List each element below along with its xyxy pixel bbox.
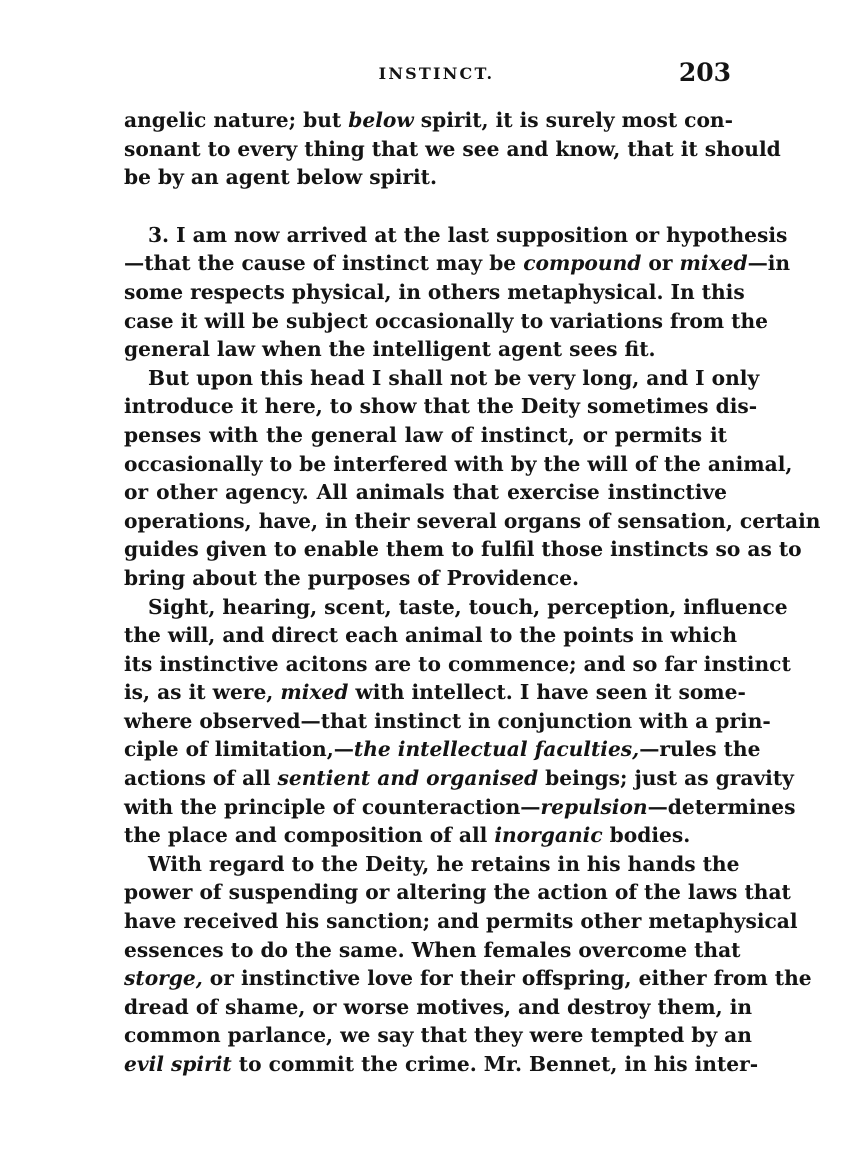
italic-phrase: sentient and organised bbox=[277, 766, 539, 791]
italic-phrase: inorganic bbox=[494, 823, 603, 848]
text-line: case it will be subject occasionally to variations from the bbox=[124, 308, 769, 333]
running-head bbox=[124, 58, 731, 92]
text-line: power of suspending or altering the action of the laws that bbox=[124, 880, 791, 905]
italic-phrase: compound bbox=[523, 251, 642, 276]
text-line: or other agency. All animals that exercise instinctive bbox=[124, 480, 727, 505]
text-line: storge, or instinctive love for their offspring, either from the bbox=[124, 966, 812, 991]
text-line: dread of shame, or worse motives, and destroy them, in bbox=[124, 994, 753, 1019]
italic-phrase: repulsion bbox=[540, 794, 648, 819]
italic-phrase: mixed bbox=[679, 251, 748, 276]
text-line: penses with the general law of instinct, or permits it bbox=[124, 422, 727, 447]
text-line: have received his sanction; and permits other metaphysical bbox=[124, 909, 798, 934]
text-line: general law when the intelligent agent sees fit. bbox=[124, 337, 656, 362]
text-line: essences to do the same. When females overcome that bbox=[124, 937, 741, 962]
section-gap bbox=[124, 192, 727, 221]
text-line: its instinctive acitons are to commence; and so far instinct bbox=[124, 651, 791, 676]
paragraph-2 bbox=[124, 221, 791, 364]
text-line: —that the cause of instinct may be compound or mixed—in bbox=[124, 251, 791, 276]
text-line: actions of all sentient and organised beings; just as gravity bbox=[124, 766, 794, 791]
paragraph-5 bbox=[124, 850, 812, 1079]
italic-phrase: the intellectual faculties, bbox=[353, 737, 640, 762]
text-line: be by an agent below spirit. bbox=[124, 165, 438, 190]
paragraph-3 bbox=[124, 364, 821, 593]
text-line: occasionally to be interfered with by the will of the animal, bbox=[124, 451, 793, 476]
italic-phrase: mixed bbox=[280, 680, 349, 705]
text-line: With regard to the Deity, he retains in his hands the bbox=[148, 851, 740, 876]
text-line: where observed—that instinct in conjunction with a prin- bbox=[124, 708, 771, 733]
text-line: operations, have, in their several organs of sensation, certain bbox=[124, 508, 821, 533]
paragraph-4 bbox=[124, 593, 796, 850]
text-line: bring about the purposes of Providence. bbox=[124, 565, 580, 590]
text-line: common parlance, we say that they were tempted by an bbox=[124, 1023, 752, 1048]
text-line: with the principle of counteraction—repulsion—determines bbox=[124, 794, 796, 819]
italic-phrase: evil spirit bbox=[124, 1052, 232, 1076]
running-title: INSTINCT. bbox=[378, 64, 495, 83]
text-line: sonant to every thing that we see and know, that it should bbox=[124, 136, 781, 161]
text-line: Sight, hearing, scent, taste, touch, perception, influence bbox=[148, 594, 788, 619]
text-line: some respects physical, in others metaphysical. In this bbox=[124, 279, 745, 304]
text-line: angelic nature; but below spirit, it is surely most con- bbox=[124, 108, 733, 132]
italic-phrase: storge, bbox=[124, 966, 203, 991]
text-line: the will, and direct each animal to the points in which bbox=[124, 623, 738, 648]
text-line: But upon this head I shall not be very long, and I only bbox=[148, 365, 760, 390]
text-line: the place and composition of all inorganic bodies. bbox=[124, 823, 691, 848]
text-line: evil spirit to commit the crime. Mr. Bennet, in his inter- bbox=[124, 1052, 759, 1076]
text-line: introduce it here, to show that the Deity sometimes dis- bbox=[124, 394, 758, 419]
text-line: guides given to enable them to fulfil those instincts so as to bbox=[124, 537, 802, 562]
italic-phrase: below bbox=[348, 108, 414, 132]
paragraph-1 bbox=[124, 106, 781, 192]
text-line: 3. I am now arrived at the last supposition or hypothesis bbox=[148, 222, 788, 247]
body-text bbox=[124, 106, 821, 1079]
text-line: is, as it were, mixed with intellect. I have seen it some- bbox=[124, 680, 746, 705]
text-line: ciple of limitation,—the intellectual faculties,—rules the bbox=[124, 737, 761, 762]
page-number: 203 bbox=[678, 58, 731, 87]
